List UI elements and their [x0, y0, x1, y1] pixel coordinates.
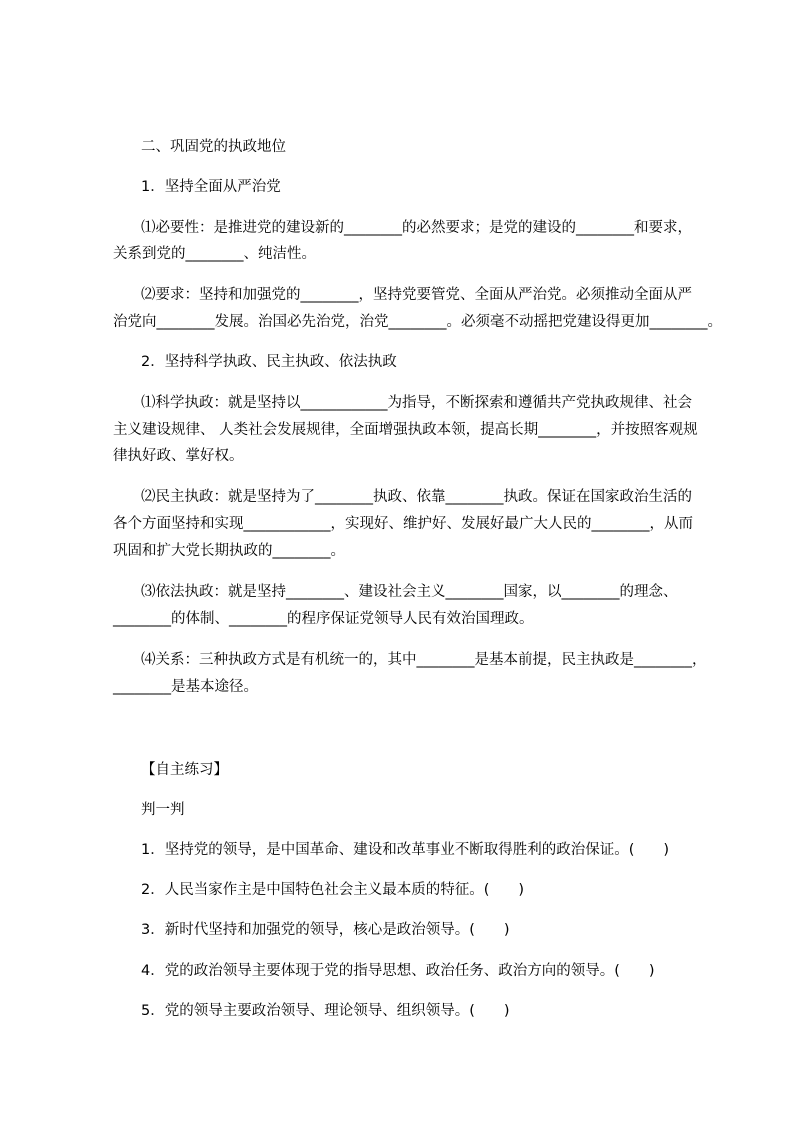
practice-subheading: 判一判 [141, 802, 185, 818]
item2-heading: 2．坚持科学执政、民主执政、依法执政 [141, 354, 397, 370]
p4-line2: 各个方面坚持和实现____________，实现好、维护好、发展好最广大人民的________，从而 [113, 516, 693, 532]
question-3: 3．新时代坚持和加强党的领导，核心是政治领导。( ) [141, 922, 510, 938]
p2-line1: ⑵要求：坚持和加强党的________，坚持党要管党、全面从严治党。必须推动全面从严 [141, 287, 692, 303]
p3-line1: ⑴科学执政：就是坚持以____________为指导，不断探索和遵循共产党执政规律、社会 [141, 395, 692, 411]
p2-line2: 治党向________发展。治国必先治党，治党________。必须毫不动摇把党建设得更加________。 [113, 314, 722, 330]
p3-line3: 律执好政、掌好权。 [113, 448, 244, 464]
p6-line1: ⑷关系：三种执政方式是有机统一的，其中________是基本前提，民主执政是________， [141, 652, 707, 668]
p1-line1: ⑴必要性：是推进党的建设新的________的必然要求；是党的建设的________和要求， [141, 220, 692, 236]
p6-line2: ________是基本途径。 [113, 679, 258, 695]
question-1: 1．坚持党的领导，是中国革命、建设和改革事业不断取得胜利的政治保证。( ) [141, 842, 670, 858]
p5-line2: ________的体制、________的程序保证党领导人民有效治国理政。 [113, 611, 534, 627]
question-5: 5．党的领导主要政治领导、理论领导、组织领导。( ) [141, 1003, 510, 1019]
section-heading: 二、巩固党的执政地位 [141, 139, 286, 155]
p1-line2: 关系到党的________、纯洁性。 [113, 246, 316, 262]
p5-line1: ⑶依法执政：就是坚持________、建设社会主义________国家，以________的理念、 [141, 584, 678, 600]
practice-heading: 【自主练习】 [141, 762, 228, 778]
p4-line3: 巩固和扩大党长期执政的________。 [113, 543, 345, 559]
p3-line2: 主义建设规律、 人类社会发展规律，全面增强执政本领，提高长期________，并按照客观规 [113, 422, 698, 438]
p4-line1: ⑵民主执政：就是坚持为了________执政、依靠________执政。保证在国家政治生活的 [141, 489, 692, 505]
question-2: 2．人民当家作主是中国特色社会主义最本质的特征。( ) [141, 882, 525, 898]
item1-heading: 1．坚持全面从严治党 [141, 179, 281, 195]
question-4: 4．党的政治领导主要体现于党的指导思想、政治任务、政治方向的领导。( ) [141, 963, 655, 979]
